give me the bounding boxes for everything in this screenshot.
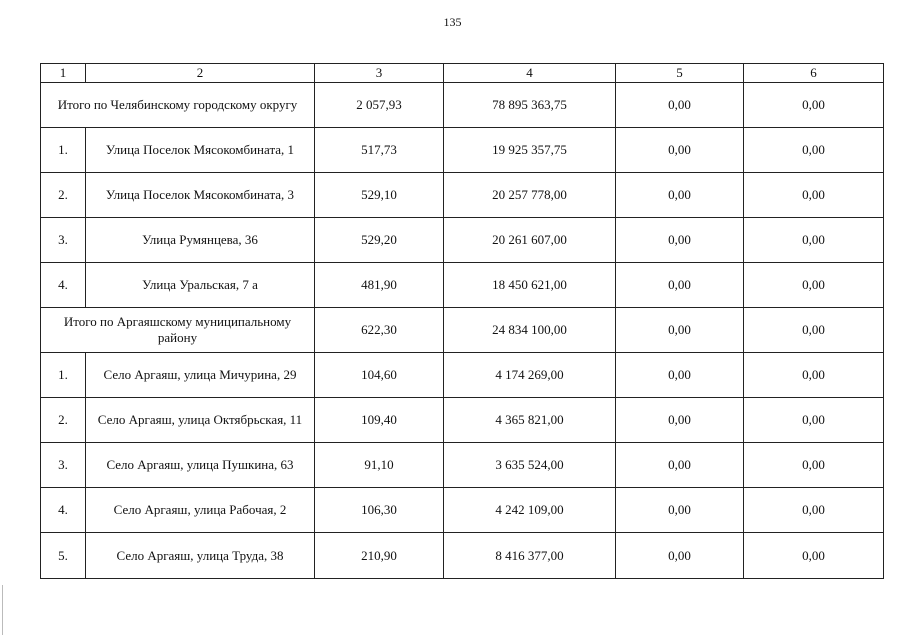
data-table: [40, 63, 884, 579]
row-number: 2.: [41, 173, 86, 218]
row-cell: 0,00: [616, 533, 744, 579]
total-cell: 78 895 363,75: [444, 83, 616, 128]
column-number-cell: 6: [744, 64, 884, 83]
row-address: Село Аргаяш, улица Октябрьская, 11: [86, 398, 315, 443]
row-address: Улица Поселок Мясокомбината, 3: [86, 173, 315, 218]
row-address: Улица Уральская, 7 а: [86, 263, 315, 308]
row-cell: 0,00: [616, 173, 744, 218]
column-number-row: [41, 64, 884, 83]
section-total-label: Итого по Аргаяшскому муниципальному району: [41, 308, 315, 353]
table-row: [41, 218, 884, 263]
row-address: Село Аргаяш, улица Труда, 38: [86, 533, 315, 579]
row-cell: 0,00: [616, 218, 744, 263]
total-cell: 622,30: [315, 308, 444, 353]
row-number: 4.: [41, 263, 86, 308]
row-cell: 0,00: [744, 398, 884, 443]
table-row: [41, 488, 884, 533]
row-cell: 19 925 357,75: [444, 128, 616, 173]
table-row: [41, 263, 884, 308]
total-cell: 0,00: [616, 308, 744, 353]
section-total-label: Итого по Челябинскому городскому округу: [41, 83, 315, 128]
row-cell: 109,40: [315, 398, 444, 443]
row-number: 3.: [41, 443, 86, 488]
row-address: Улица Поселок Мясокомбината, 1: [86, 128, 315, 173]
column-number-cell: 1: [41, 64, 86, 83]
row-cell: 0,00: [616, 353, 744, 398]
row-cell: 0,00: [744, 173, 884, 218]
row-cell: 0,00: [616, 263, 744, 308]
table-row: [41, 533, 884, 579]
row-address: Село Аргаяш, улица Пушкина, 63: [86, 443, 315, 488]
row-address: Улица Румянцева, 36: [86, 218, 315, 263]
total-cell: 0,00: [616, 83, 744, 128]
row-cell: 104,60: [315, 353, 444, 398]
row-cell: 0,00: [744, 353, 884, 398]
row-cell: 20 261 607,00: [444, 218, 616, 263]
row-number: 2.: [41, 398, 86, 443]
column-number-cell: 5: [616, 64, 744, 83]
row-number: 3.: [41, 218, 86, 263]
row-number: 1.: [41, 128, 86, 173]
page-number: 135: [443, 15, 462, 29]
row-cell: 529,20: [315, 218, 444, 263]
row-cell: 4 174 269,00: [444, 353, 616, 398]
row-cell: 8 416 377,00: [444, 533, 616, 579]
total-cell: 24 834 100,00: [444, 308, 616, 353]
row-cell: 4 242 109,00: [444, 488, 616, 533]
table-row: [41, 398, 884, 443]
row-cell: 210,90: [315, 533, 444, 579]
row-cell: 0,00: [616, 398, 744, 443]
row-cell: 0,00: [744, 218, 884, 263]
total-cell: 0,00: [744, 308, 884, 353]
row-cell: 106,30: [315, 488, 444, 533]
row-cell: 18 450 621,00: [444, 263, 616, 308]
row-cell: 0,00: [616, 443, 744, 488]
total-cell: 2 057,93: [315, 83, 444, 128]
column-number-cell: 2: [86, 64, 315, 83]
row-number: 5.: [41, 533, 86, 579]
column-number-cell: 3: [315, 64, 444, 83]
total-cell: 0,00: [744, 83, 884, 128]
row-number: 1.: [41, 353, 86, 398]
row-cell: 91,10: [315, 443, 444, 488]
row-cell: 20 257 778,00: [444, 173, 616, 218]
row-cell: 4 365 821,00: [444, 398, 616, 443]
row-cell: 517,73: [315, 128, 444, 173]
section-total-row: [41, 308, 884, 353]
row-cell: 0,00: [744, 443, 884, 488]
row-address: Село Аргаяш, улица Рабочая, 2: [86, 488, 315, 533]
row-cell: 0,00: [744, 533, 884, 579]
scan-edge-mark: [2, 585, 3, 635]
row-number: 4.: [41, 488, 86, 533]
row-address: Село Аргаяш, улица Мичурина, 29: [86, 353, 315, 398]
section-total-row: [41, 83, 884, 128]
column-number-cell: 4: [444, 64, 616, 83]
table-row: [41, 173, 884, 218]
row-cell: 481,90: [315, 263, 444, 308]
row-cell: 0,00: [744, 488, 884, 533]
row-cell: 0,00: [744, 263, 884, 308]
table-row: [41, 128, 884, 173]
row-cell: 0,00: [616, 128, 744, 173]
row-cell: 0,00: [744, 128, 884, 173]
table-row: [41, 353, 884, 398]
table-row: [41, 443, 884, 488]
row-cell: 3 635 524,00: [444, 443, 616, 488]
row-cell: 529,10: [315, 173, 444, 218]
row-cell: 0,00: [616, 488, 744, 533]
